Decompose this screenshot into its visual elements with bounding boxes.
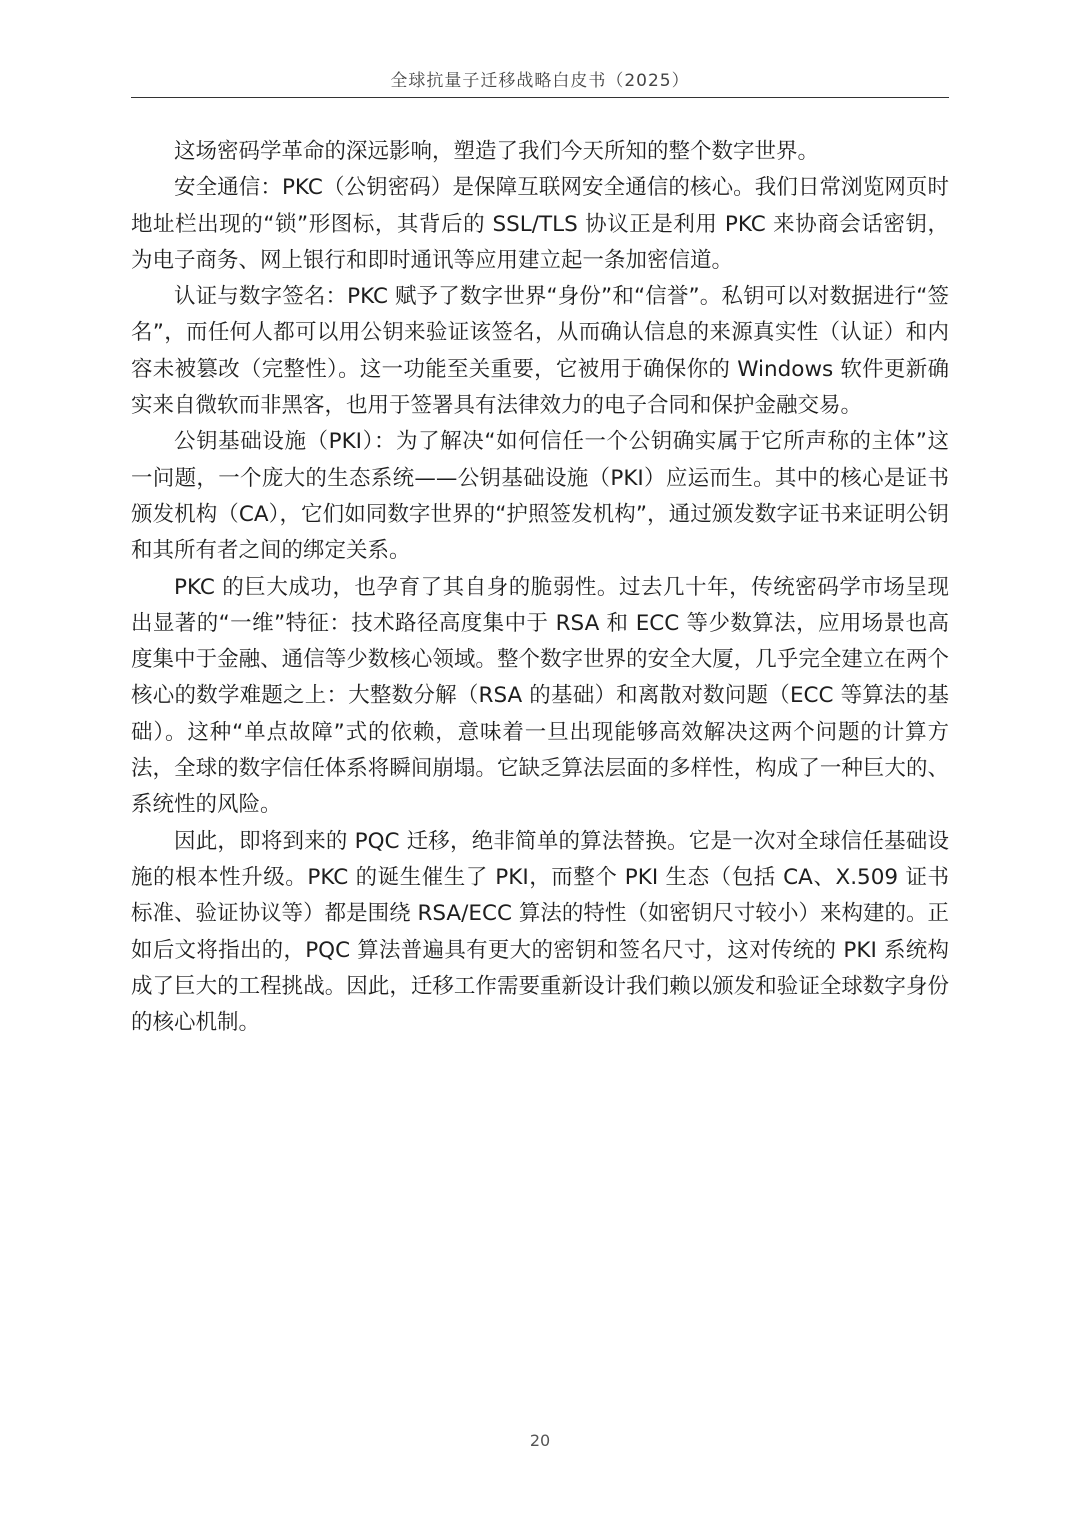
paragraph-pqc-migration: 因此，即将到来的 PQC 迁移，绝非简单的算法替换。它是一次对全球信任基础设施的根本性升级。PKC 的诞生催生了 PKI，而整个 PKI 生态（包括 CA、X.509 证书标准、验证协议等）都是围绕 RSA/ECC 算法的特性（如密钥尺寸较小）来构建的。正如后文将指出的，PQC 算法普遍具有更大的密钥和签名尺寸，这对传统的 PKI 系统构成了巨大的工程挑战。因此，迁移工作需要重新设计我们赖以颁发和验证全球数字身份的核心机制。: [131, 828, 949, 1036]
paragraph-fragility: PKC 的巨大成功，也孕育了其自身的脆弱性。过去几十年，传统密码学市场呈现出显著的“一维”特征：技术路径高度集中于 RSA 和 ECC 等少数算法，应用场景也高度集中于金融、通信等少数核心领域。整个数字世界的安全大厦，几乎完全建立在两个核心的数学难题之上：大整数分解（RSA 的基础）和离散对数问题（ECC 等算法的基础）。这种“单点故障”式的依赖，意味着一旦出现能够高效解决这两个问题的计算方法，全球的数字信任体系将瞬间崩塌。它缺乏算法层面的多样性，构成了一种巨大的、系统性的风险。: [131, 574, 949, 818]
paragraph-pki: 公钥基础设施（PKI）：为了解决“如何信任一个公钥确实属于它所声称的主体”这一问题，一个庞大的生态系统——公钥基础设施（PKI）应运而生。其中的核心是证书颁发机构（CA），它们如同数字世界的“护照签发机构”，通过颁发数字证书来证明公钥和其所有者之间的绑定关系。: [131, 429, 949, 564]
page-number: 20: [529, 1431, 551, 1450]
paragraph-secure-communication: 安全通信：PKC（公钥密码）是保障互联网安全通信的核心。我们日常浏览网页时地址栏出现的“锁”形图标，其背后的 SSL/TLS 协议正是利用 PKC 来协商会话密钥，为电子商务、网上银行和即时通讯等应用建立起一条加密信道。: [131, 175, 949, 273]
running-header-title: 全球抗量子迁移战略白皮书（2025）: [390, 71, 690, 91]
paragraph-intro: 这场密码学革命的深远影响，塑造了我们今天所知的整个数字世界。: [174, 139, 820, 164]
header-divider: [131, 97, 949, 98]
paragraph-digital-signature: 认证与数字签名：PKC 赋予了数字世界“身份”和“信誉”。私钥可以对数据进行“签名”，而任何人都可以用公钥来验证该签名，从而确认信息的来源真实性（认证）和内容未被篡改（完整性）。这一功能至关重要，它被用于确保你的 Windows 软件更新确实来自微软而非黑客，也用于签署具有法律效力的电子合同和保护金融交易。: [131, 284, 949, 419]
body-text: [131, 134, 949, 1041]
